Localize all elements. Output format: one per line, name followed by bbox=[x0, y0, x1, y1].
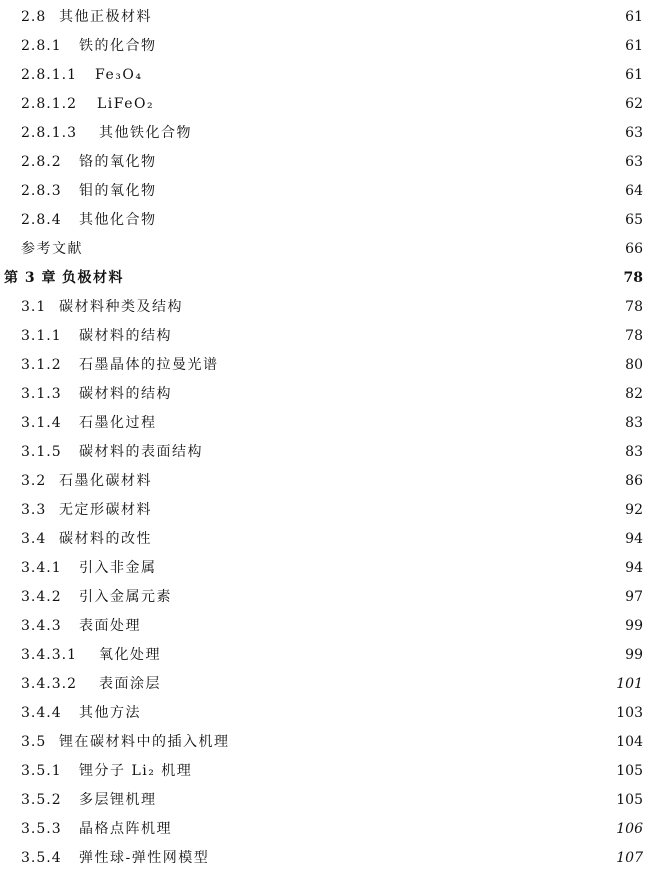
entry-title: 锂分子 Li₂ 机理 bbox=[79, 762, 193, 779]
entry-page: 78 bbox=[623, 269, 643, 286]
entry-page: 65 bbox=[625, 211, 643, 228]
dot-leader bbox=[167, 675, 603, 693]
entry-title: Fe₃O₄ bbox=[95, 66, 143, 83]
entry-number: 2.8.1.2 bbox=[21, 95, 77, 112]
toc-entry bbox=[0, 669, 647, 698]
entry-title: 其他方法 bbox=[79, 704, 141, 721]
toc-entry bbox=[0, 611, 647, 640]
toc-entry bbox=[0, 379, 647, 408]
toc-entry bbox=[0, 2, 647, 31]
entry-page: 63 bbox=[625, 153, 643, 170]
entry-number: 3.1.1 bbox=[21, 327, 62, 344]
toc-entry bbox=[0, 408, 647, 437]
entry-title: 多层锂机理 bbox=[79, 791, 157, 808]
entry-page: 78 bbox=[625, 298, 643, 315]
entry-number: 3.4 bbox=[21, 530, 47, 547]
entry-number: 3.5 bbox=[21, 733, 47, 750]
entry-page: 61 bbox=[625, 37, 643, 54]
entry-page: 61 bbox=[625, 66, 643, 83]
entry-number: 2.8.1.3 bbox=[21, 124, 77, 141]
entry-number: 2.8.3 bbox=[21, 182, 62, 199]
toc-entry bbox=[0, 321, 647, 350]
entry-number: 3.1 bbox=[21, 298, 47, 315]
toc-entry bbox=[0, 524, 647, 553]
entry-title: 引入金属元素 bbox=[79, 588, 172, 605]
entry-page: 105 bbox=[616, 791, 643, 808]
dot-leader bbox=[148, 66, 603, 84]
entry-title: 石墨化碳材料 bbox=[59, 472, 152, 489]
dot-leader bbox=[178, 385, 603, 403]
entry-number: 3.4.4 bbox=[21, 704, 62, 721]
dot-leader bbox=[225, 356, 604, 374]
toc-entry bbox=[0, 350, 647, 379]
entry-title: 氧化处理 bbox=[99, 646, 161, 663]
dot-leader bbox=[163, 791, 604, 809]
entry-title: 其他化合物 bbox=[79, 211, 157, 228]
entry-page: 61 bbox=[625, 8, 643, 25]
dot-leader bbox=[163, 37, 604, 55]
entry-page: 82 bbox=[625, 385, 643, 402]
entry-number: 2.8.4 bbox=[21, 211, 62, 228]
entry-page: 107 bbox=[616, 849, 643, 866]
entry-number: 3.1.3 bbox=[21, 385, 62, 402]
toc-entry bbox=[0, 60, 647, 89]
entry-page: 94 bbox=[625, 530, 643, 547]
entry-number: 2.8.2 bbox=[21, 153, 62, 170]
entry-title: 弹性球-弹性网模型 bbox=[79, 849, 210, 866]
entry-number: 2.8.1 bbox=[21, 37, 62, 54]
entry-number: 3.5.3 bbox=[21, 820, 62, 837]
entry-page: 99 bbox=[625, 617, 643, 634]
entry-page: 66 bbox=[625, 240, 643, 257]
dot-leader bbox=[163, 559, 604, 577]
chapter-number: 第 3 章 bbox=[4, 269, 57, 286]
toc-entry bbox=[0, 698, 647, 727]
dot-leader bbox=[198, 762, 603, 780]
entry-title: 无定形碳材料 bbox=[59, 501, 152, 518]
dot-leader bbox=[236, 733, 604, 751]
entry-title: 碳材料的表面结构 bbox=[79, 443, 203, 460]
dot-leader bbox=[189, 298, 603, 316]
toc-entry bbox=[0, 814, 647, 843]
dot-leader bbox=[163, 182, 604, 200]
toc-entry bbox=[0, 118, 647, 147]
entry-page: 83 bbox=[625, 443, 643, 460]
entry-title: 表面涂层 bbox=[99, 675, 161, 692]
entry-title: 石墨化过程 bbox=[79, 414, 157, 431]
entry-number: 3.4.2 bbox=[21, 588, 62, 605]
entry-title: 铁的化合物 bbox=[79, 37, 157, 54]
entry-title: 碳材料的改性 bbox=[59, 530, 152, 547]
dot-leader bbox=[198, 124, 603, 142]
entry-number: 3.1.5 bbox=[21, 443, 62, 460]
toc-entry bbox=[0, 495, 647, 524]
entry-title: 碳材料的结构 bbox=[79, 327, 172, 344]
entry-title: 钼的氧化物 bbox=[79, 182, 157, 199]
entry-title: 参考文献 bbox=[21, 240, 83, 257]
entry-title: 其他正极材料 bbox=[59, 8, 152, 25]
entry-title: LiFeO₂ bbox=[97, 95, 155, 112]
entry-title: 铬的氧化物 bbox=[79, 153, 157, 170]
dot-leader bbox=[215, 849, 603, 867]
entry-number: 3.5.4 bbox=[21, 849, 62, 866]
dot-leader bbox=[167, 646, 603, 664]
entry-title: 引入非金属 bbox=[79, 559, 157, 576]
entry-number: 3.2 bbox=[21, 472, 47, 489]
dot-leader bbox=[158, 8, 603, 26]
toc-entry bbox=[0, 843, 647, 872]
entry-number: 3.5.2 bbox=[21, 791, 62, 808]
toc-entry bbox=[0, 785, 647, 814]
toc-entry bbox=[0, 89, 647, 118]
toc-entry bbox=[0, 553, 647, 582]
entry-title: 石墨晶体的拉曼光谱 bbox=[79, 356, 219, 373]
entry-page: 64 bbox=[625, 182, 643, 199]
entry-page: 94 bbox=[625, 559, 643, 576]
entry-title: 碳材料种类及结构 bbox=[59, 298, 183, 315]
entry-number: 3.4.3.1 bbox=[21, 646, 77, 663]
toc-entry bbox=[0, 205, 647, 234]
toc-entry bbox=[0, 437, 647, 466]
dot-leader bbox=[158, 472, 603, 490]
entry-number: 3.3 bbox=[21, 501, 47, 518]
entry-page: 99 bbox=[625, 646, 643, 663]
dot-leader bbox=[147, 704, 603, 722]
entry-title: 负极材料 bbox=[62, 269, 124, 286]
entry-number: 2.8 bbox=[21, 8, 47, 25]
entry-title: 碳材料的结构 bbox=[79, 385, 172, 402]
entry-page: 86 bbox=[625, 472, 643, 489]
toc-chapter-entry bbox=[0, 263, 647, 292]
entry-page: 101 bbox=[616, 675, 643, 692]
entry-title: 其他铁化合物 bbox=[99, 124, 192, 141]
dot-leader bbox=[160, 95, 603, 113]
dot-leader bbox=[163, 153, 604, 171]
entry-page: 83 bbox=[625, 414, 643, 431]
toc-entry bbox=[0, 176, 647, 205]
entry-page: 104 bbox=[616, 733, 643, 750]
dot-leader bbox=[163, 414, 604, 432]
toc-entry bbox=[0, 640, 647, 669]
dot-leader bbox=[158, 501, 603, 519]
entry-title: 表面处理 bbox=[79, 617, 141, 634]
entry-title: 晶格点阵机理 bbox=[79, 820, 172, 837]
dot-leader bbox=[158, 530, 603, 548]
dot-leader bbox=[85, 240, 603, 258]
toc-entry bbox=[0, 582, 647, 611]
entry-title: 锂在碳材料中的插入机理 bbox=[59, 733, 230, 750]
entry-page: 97 bbox=[625, 588, 643, 605]
toc-entry bbox=[0, 234, 647, 263]
dot-leader bbox=[209, 443, 603, 461]
toc-entry bbox=[0, 466, 647, 495]
dot-leader bbox=[178, 327, 603, 345]
entry-page: 63 bbox=[625, 124, 643, 141]
entry-number: 3.4.1 bbox=[21, 559, 62, 576]
entry-number: 3.4.3 bbox=[21, 617, 62, 634]
toc-entry bbox=[0, 147, 647, 176]
entry-page: 106 bbox=[616, 820, 643, 837]
toc-entry bbox=[0, 756, 647, 785]
entry-page: 62 bbox=[625, 95, 643, 112]
entry-number: 3.4.3.2 bbox=[21, 675, 77, 692]
entry-page: 92 bbox=[625, 501, 643, 518]
toc-entry bbox=[0, 31, 647, 60]
dot-leader bbox=[163, 211, 604, 229]
toc-entry bbox=[0, 292, 647, 321]
toc-entry bbox=[0, 727, 647, 756]
entry-number: 3.1.4 bbox=[21, 414, 62, 431]
entry-page: 78 bbox=[625, 327, 643, 344]
dot-leader bbox=[130, 269, 603, 287]
entry-number: 3.1.2 bbox=[21, 356, 62, 373]
entry-page: 105 bbox=[616, 762, 643, 779]
dot-leader bbox=[178, 820, 603, 838]
entry-page: 103 bbox=[616, 704, 643, 721]
entry-number: 2.8.1.1 bbox=[21, 66, 77, 83]
entry-number: 3.5.1 bbox=[21, 762, 62, 779]
entry-page: 80 bbox=[625, 356, 643, 373]
dot-leader bbox=[147, 617, 603, 635]
dot-leader bbox=[178, 588, 603, 606]
